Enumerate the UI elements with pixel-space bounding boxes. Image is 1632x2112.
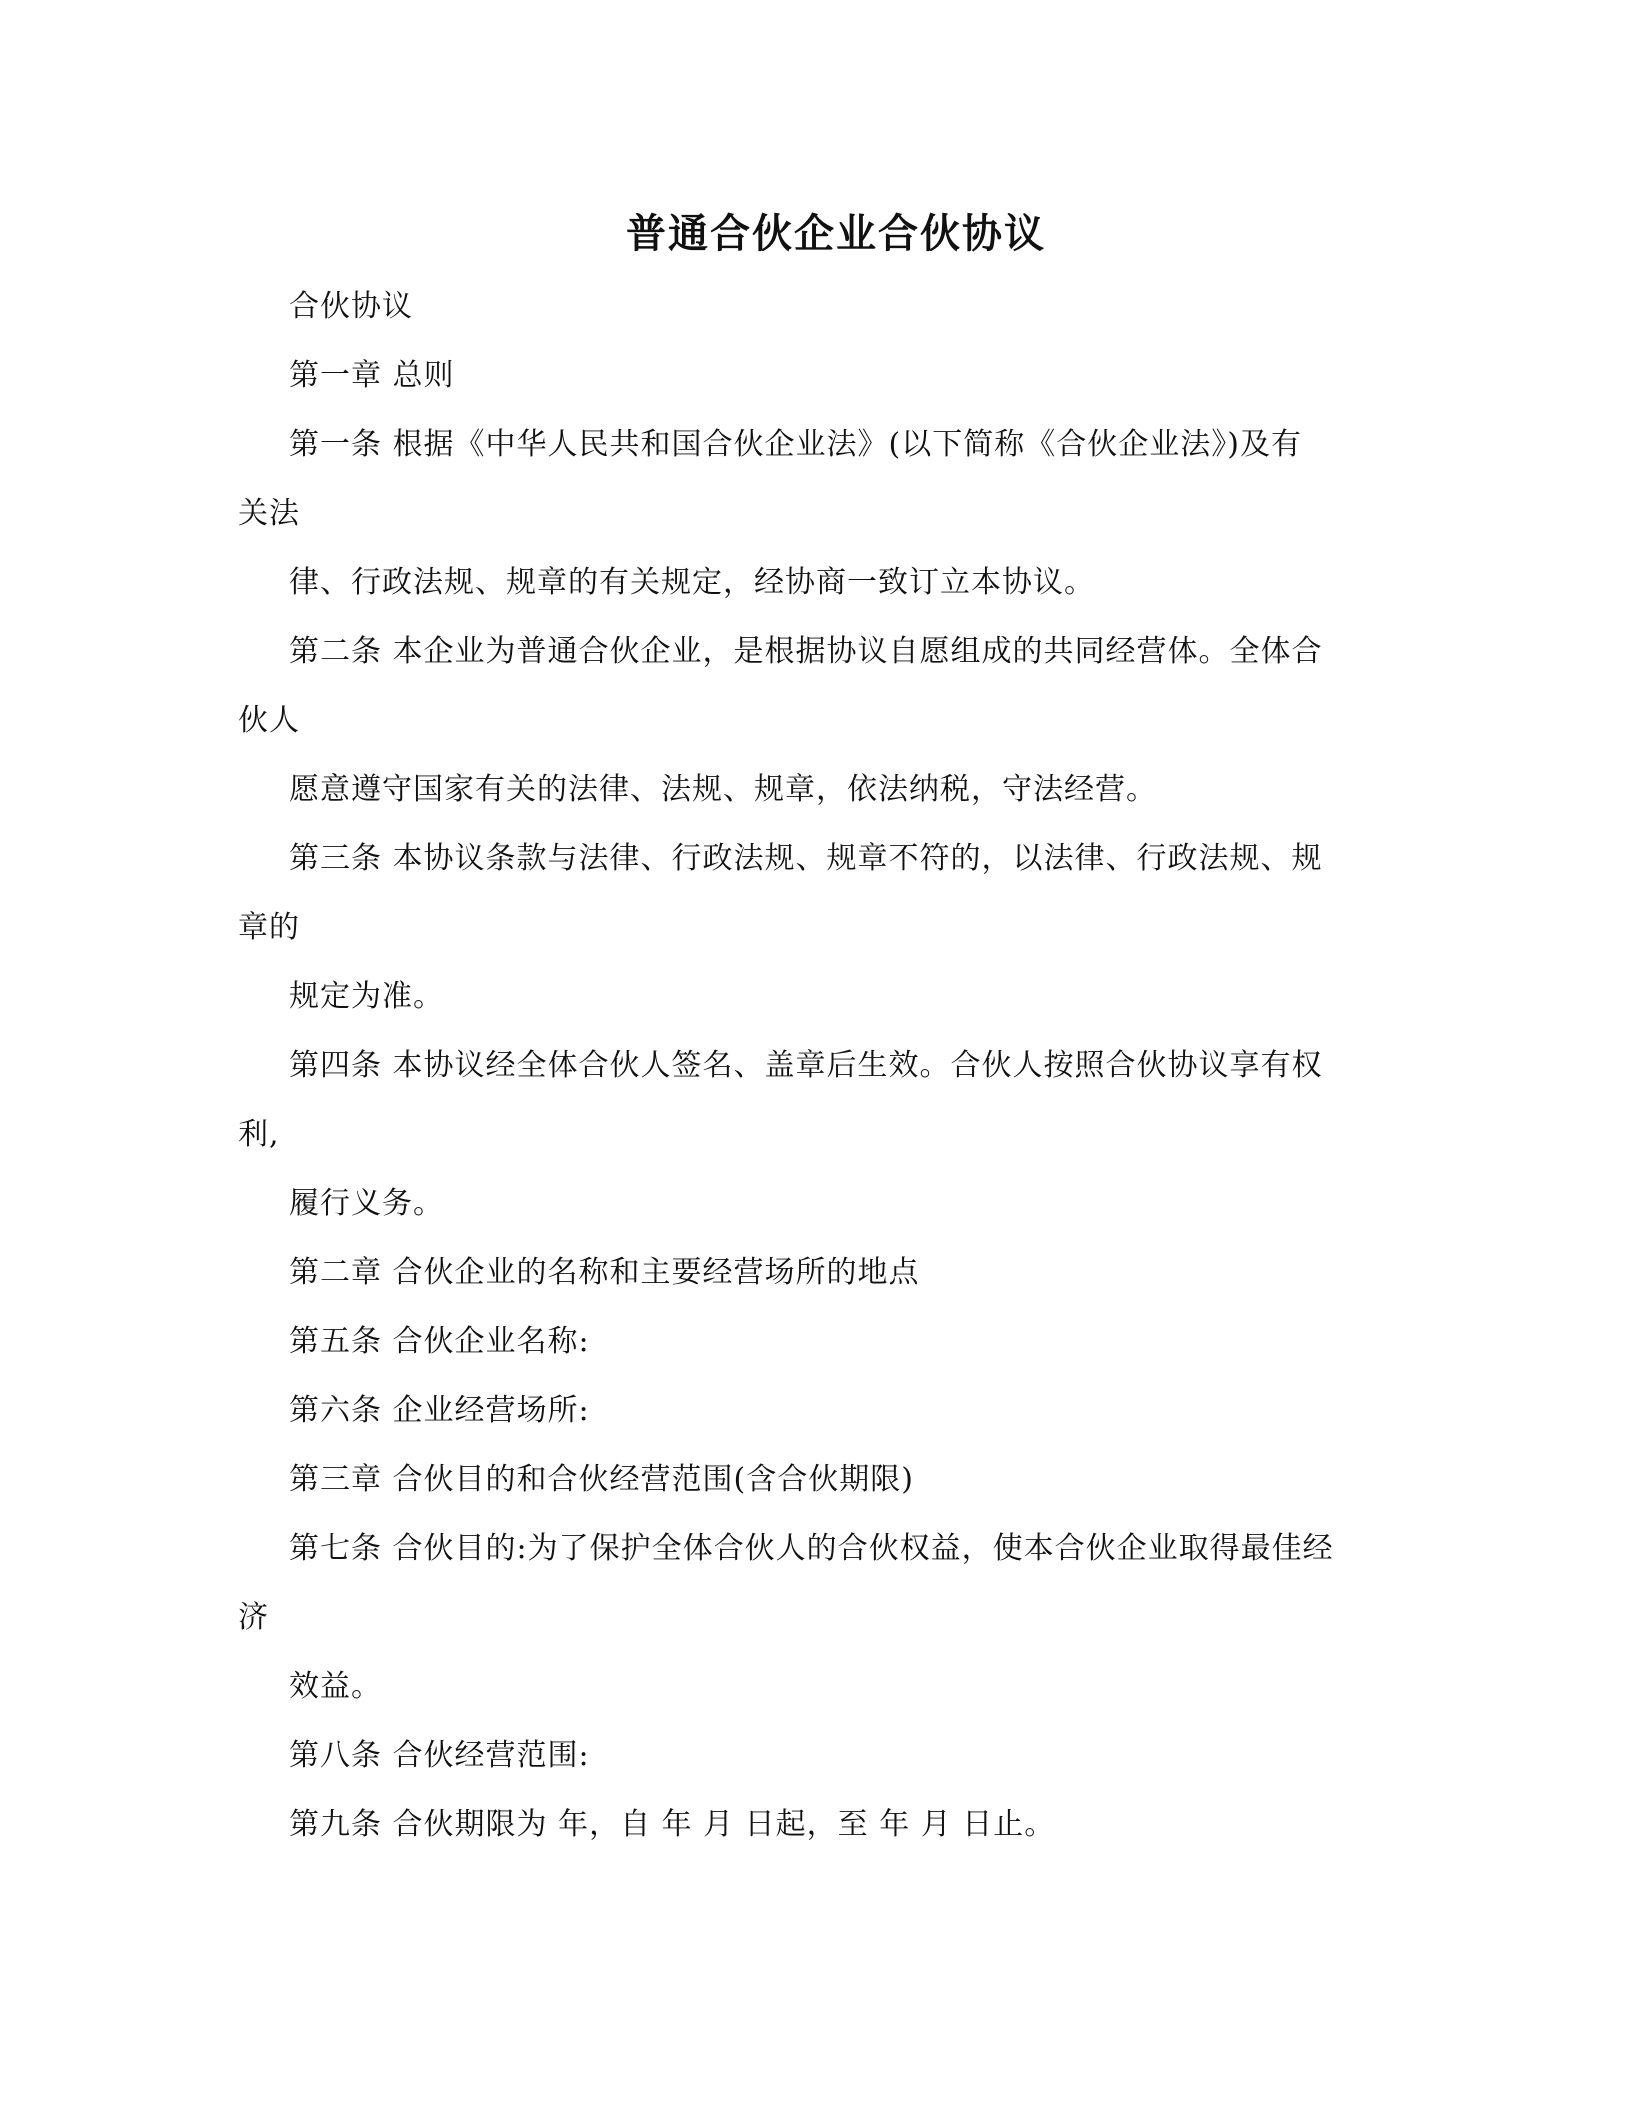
article-line: 第三条 本协议条款与法律、行政法规、规章不符的，以法律、行政法规、规 [289, 841, 1323, 876]
text-line: 愿意遵守国家有关的法律、法规、规章，依法纳税，守法经营。 [289, 772, 1157, 807]
article-line-continued: 关法 [238, 496, 300, 531]
text-line: 效益。 [289, 1669, 382, 1704]
article-line: 第四条 本协议经全体合伙人签名、盖章后生效。合伙人按照合伙协议享有权 [289, 1048, 1323, 1083]
article-line-continued: 济 [238, 1600, 269, 1635]
article-line-continued: 利, [238, 1117, 280, 1152]
text-line: 规定为准。 [289, 979, 444, 1014]
text-line: 律、行政法规、规章的有关规定，经协商一致订立本协议。 [289, 565, 1095, 600]
text-line: 履行义务。 [289, 1186, 444, 1221]
article-line: 第五条 合伙企业名称: [289, 1324, 590, 1359]
document-title: 普通合伙企业合伙协议 [626, 210, 1046, 257]
article-line: 第八条 合伙经营范围: [289, 1738, 590, 1773]
article-line-continued: 章的 [238, 910, 300, 945]
article-line: 第九条 合伙期限为 年，自 年 月 日起，至 年 月 日止。 [289, 1807, 1056, 1842]
article-line: 第二条 本企业为普通合伙企业，是根据协议自愿组成的共同经营体。全体合 [289, 634, 1323, 669]
article-line-continued: 伙人 [238, 703, 300, 738]
article-line: 第一条 根据《中华人民共和国合伙企业法》(以下简称《合伙企业法》)及有 [289, 427, 1302, 462]
chapter-heading: 第一章 总则 [289, 358, 455, 393]
article-line: 第六条 企业经营场所: [289, 1393, 590, 1428]
chapter-heading: 第三章 合伙目的和合伙经营范围(含合伙期限) [289, 1462, 914, 1497]
article-line: 第七条 合伙目的:为了保护全体合伙人的合伙权益，使本合伙企业取得最佳经 [289, 1531, 1334, 1566]
text-line: 合伙协议 [289, 289, 413, 324]
chapter-heading: 第二章 合伙企业的名称和主要经营场所的地点 [289, 1255, 920, 1290]
